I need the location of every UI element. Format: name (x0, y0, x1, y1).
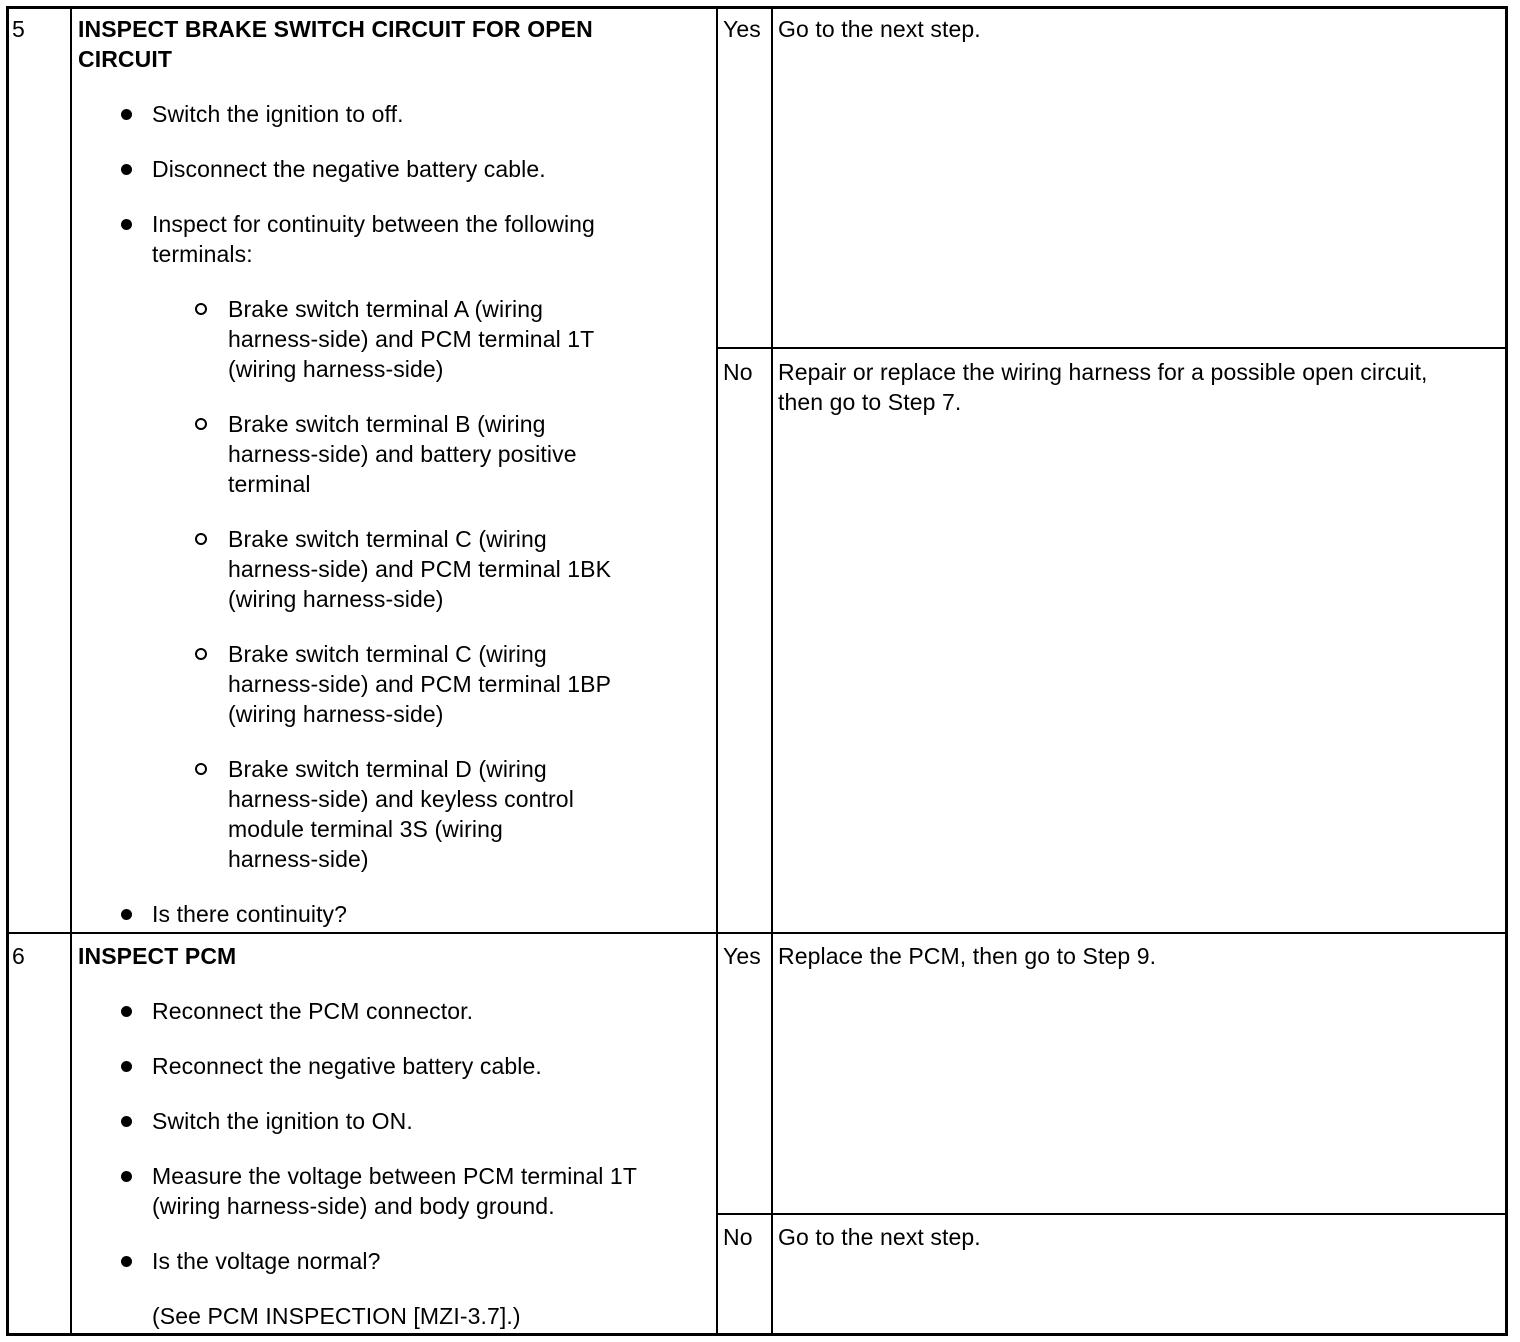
column-divider-result (771, 6, 773, 1336)
column-divider-step (70, 6, 72, 1336)
sub-bullet-icon (195, 418, 207, 430)
bullet-icon (121, 1061, 132, 1072)
step6-bullet-4-line1: Measure the voltage between PCM terminal 1T (152, 1163, 637, 1189)
row-divider-step6-yes-no (716, 1213, 1508, 1215)
step6-bullet-3: Switch the ignition to ON. (152, 1108, 413, 1134)
step5-sub-3-line3: (wiring harness-side) (228, 586, 444, 612)
step5-sub-5-line4: harness-side) (228, 846, 369, 872)
step5-sub-5-line2: harness-side) and keyless control (228, 786, 574, 812)
step5-yes-label: Yes (723, 16, 761, 42)
step6-bullet-2: Reconnect the negative battery cable. (152, 1053, 542, 1079)
step6-title: INSPECT PCM (78, 943, 237, 969)
step5-sub-5-line3: module terminal 3S (wiring (228, 816, 503, 842)
bullet-icon (121, 1006, 132, 1017)
step5-sub-4-line1: Brake switch terminal C (wiring (228, 641, 547, 667)
step5-title-line1: INSPECT BRAKE SWITCH CIRCUIT FOR OPEN (78, 16, 593, 42)
step5-sub-4-line2: harness-side) and PCM terminal 1BP (228, 671, 612, 697)
step5-sub-2-line2: harness-side) and battery positive (228, 441, 577, 467)
step5-sub-3-line1: Brake switch terminal C (wiring (228, 526, 547, 552)
step5-no-label: No (723, 359, 753, 385)
step6-no-action: Go to the next step. (778, 1224, 981, 1250)
step5-sub-1-line3: (wiring harness-side) (228, 356, 444, 382)
step5-sub-1-line1: Brake switch terminal A (wiring (228, 296, 543, 322)
step6-yes-action: Replace the PCM, then go to Step 9. (778, 943, 1157, 969)
bullet-icon (121, 219, 132, 230)
step5-bullet-1: Switch the ignition to off. (152, 101, 404, 127)
step5-no-action-line2: then go to Step 7. (778, 389, 962, 415)
step5-sub-4-line3: (wiring harness-side) (228, 701, 444, 727)
step5-final-question: Is there continuity? (152, 901, 348, 927)
step6-reference: (See PCM INSPECTION [MZI-3.7].) (152, 1303, 521, 1329)
step5-yes-action: Go to the next step. (778, 16, 981, 42)
step5-no-action-line1: Repair or replace the wiring harness for a possible open circuit, (778, 359, 1428, 385)
step5-sub-2-line3: terminal (228, 471, 311, 497)
bullet-icon (121, 164, 132, 175)
step5-number: 5 (12, 16, 25, 42)
step5-bullet-3-line1: Inspect for continuity between the following (152, 211, 595, 237)
step5-sub-2-line1: Brake switch terminal B (wiring (228, 411, 546, 437)
step6-bullet-1: Reconnect the PCM connector. (152, 998, 474, 1024)
bullet-icon (121, 1171, 132, 1182)
bullet-icon (121, 1116, 132, 1127)
step6-no-label: No (723, 1224, 753, 1250)
step5-bullet-3-line2: terminals: (152, 241, 253, 267)
step5-sub-3-line2: harness-side) and PCM terminal 1BK (228, 556, 612, 582)
step6-yes-label: Yes (723, 943, 761, 969)
sub-bullet-icon (195, 648, 207, 660)
column-divider-action (716, 6, 718, 1336)
step6-bullet-4-line2: (wiring harness-side) and body ground. (152, 1193, 555, 1219)
bullet-icon (121, 1256, 132, 1267)
row-divider-step5-6 (6, 932, 1508, 934)
step6-number: 6 (12, 943, 25, 969)
row-divider-step5-yes-no (716, 347, 1508, 349)
step6-bullet-5: Is the voltage normal? (152, 1248, 381, 1274)
step5-sub-1-line2: harness-side) and PCM terminal 1T (228, 326, 595, 352)
bullet-icon (121, 109, 132, 120)
sub-bullet-icon (195, 303, 207, 315)
sub-bullet-icon (195, 533, 207, 545)
sub-bullet-icon (195, 763, 207, 775)
bullet-icon (121, 909, 132, 920)
step5-bullet-2: Disconnect the negative battery cable. (152, 156, 546, 182)
step5-sub-5-line1: Brake switch terminal D (wiring (228, 756, 547, 782)
step5-title-line2: CIRCUIT (78, 46, 172, 72)
